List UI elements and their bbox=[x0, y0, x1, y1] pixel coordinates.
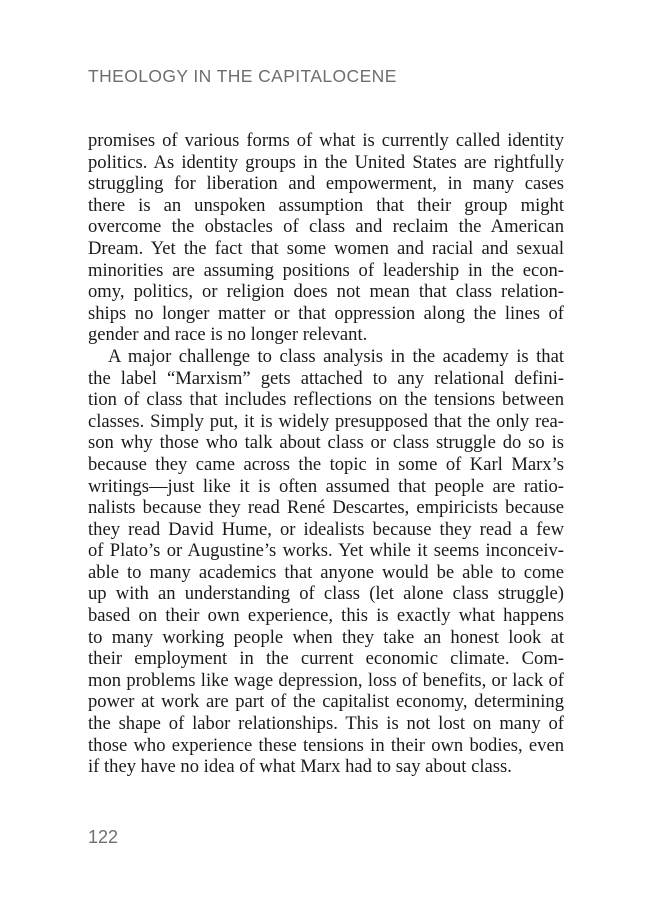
text-line: they read David Hume, or idealists because they read a few bbox=[88, 518, 564, 540]
text-line: up with an understanding of class (let alone class struggle) bbox=[88, 583, 564, 605]
paragraph-1 bbox=[88, 130, 564, 346]
text-line: based on their own experience, this is exactly what happens bbox=[88, 605, 564, 627]
text-line: struggling for liberation and empowerment, in many cases bbox=[88, 173, 564, 195]
text-line: power at work are part of the capitalist economy, determining bbox=[88, 691, 564, 713]
paragraph-2 bbox=[88, 346, 564, 778]
text-line: able to many academics that anyone would be able to come bbox=[88, 561, 564, 583]
text-line: A major challenge to class analysis in the academy is that bbox=[108, 345, 564, 367]
text-line: those who experience these tensions in their own bodies, even bbox=[88, 734, 564, 756]
text-line: overcome the obstacles of class and reclaim the American bbox=[88, 216, 564, 238]
text-line: gender and race is no longer relevant. bbox=[88, 324, 368, 346]
text-line: to many working people when they take an honest look at bbox=[88, 626, 564, 648]
text-line: son why those who talk about class or class struggle do so is bbox=[88, 432, 564, 454]
text-line: their employment in the current economic climate. Com- bbox=[88, 648, 564, 670]
body-text bbox=[88, 130, 564, 778]
text-line: there is an unspoken assumption that their group might bbox=[88, 194, 564, 216]
text-line: the shape of labor relationships. This is not lost on many of bbox=[88, 713, 564, 735]
text-line: mon problems like wage depression, loss of benefits, or lack of bbox=[88, 669, 564, 691]
text-line: because they came across the topic in some of Karl Marx’s bbox=[88, 453, 564, 475]
text-line: minorities are assuming positions of leadership in the econ- bbox=[88, 259, 564, 281]
text-line: of Plato’s or Augustine’s works. Yet while it seems inconceiv- bbox=[88, 540, 564, 562]
text-line: ships no longer matter or that oppression along the lines of bbox=[88, 302, 564, 324]
text-line: nalists because they read René Descartes, empiricists because bbox=[88, 497, 564, 519]
text-line: tion of class that includes reflections on the tensions between bbox=[88, 389, 564, 411]
text-line: classes. Simply put, it is widely presupposed that the only rea- bbox=[88, 410, 564, 432]
text-line: writings—just like it is often assumed that people are ratio- bbox=[88, 475, 564, 497]
text-line: Dream. Yet the fact that some women and racial and sexual bbox=[88, 237, 564, 259]
text-line: if they have no idea of what Marx had to say about class. bbox=[88, 756, 512, 778]
page-number: 122 bbox=[88, 827, 119, 847]
text-line: politics. As identity groups in the United States are rightfully bbox=[88, 151, 564, 173]
running-head: THEOLOGY IN THE CAPITALOCENE bbox=[88, 66, 397, 86]
text-line: omy, politics, or religion does not mean that class relation- bbox=[88, 281, 564, 303]
text-line: promises of various forms of what is currently called identity bbox=[88, 130, 564, 151]
text-line: the label “Marxism” gets attached to any relational defini- bbox=[88, 367, 564, 389]
